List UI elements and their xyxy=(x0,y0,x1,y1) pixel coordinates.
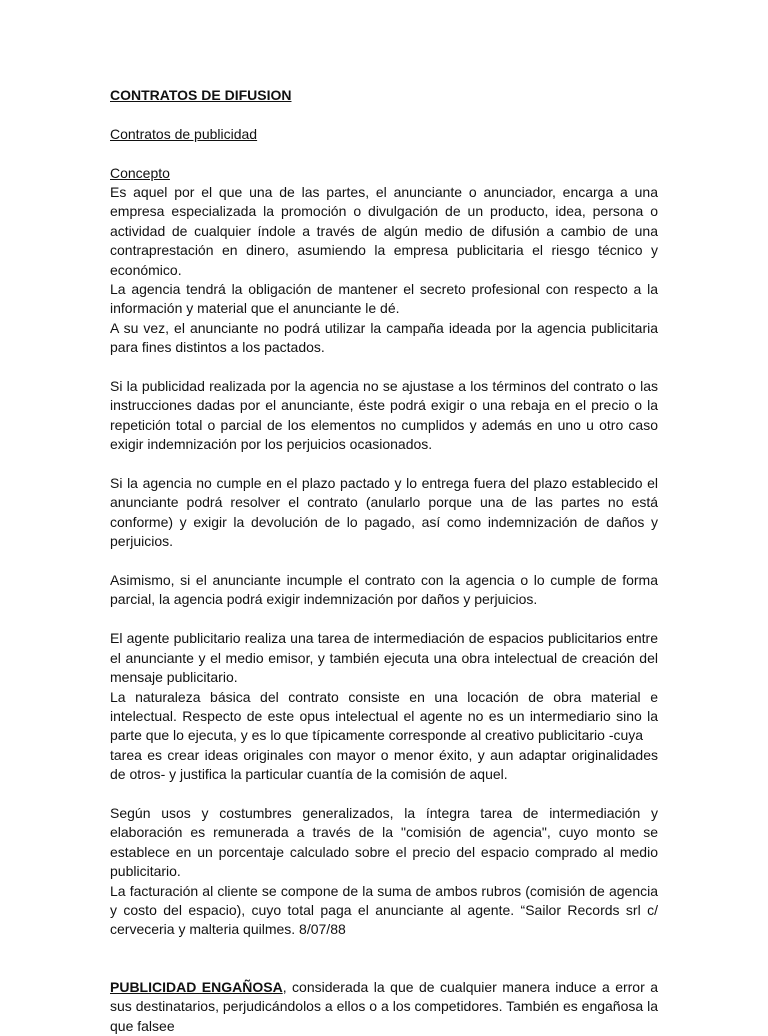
paragraph-agent-role: El agente publicitario realiza una tarea de intermediación de espacios publicitarios entre el anunciante y el medio emisor, y también ejecuta una obra intelectual de creación del mensaje publicitario. xyxy=(110,630,658,686)
paragraph-secrecy: La agencia tendrá la obligación de mantener el secreto profesional con respecto a la información y material que el anunciante le dé. xyxy=(110,281,658,317)
concept-heading: Concepto xyxy=(110,164,170,181)
paragraph-definition: Es aquel por el que una de las partes, el anunciante o anunciador, encarga a una empresa especializada la promoción o divulgación de un producto, idea, persona o actividad de cualquier índole a través de algún medio de difusión a cambio de una contraprestación en dinero, asumiendo la empresa publicitaria el riesgo técnico y económico. xyxy=(110,184,658,278)
paragraph-campaign-use: A su vez, el anunciante no podrá utilizar la campaña ideada por la agencia publicitaria para fines distintos a los pactados. xyxy=(110,319,658,356)
paragraph-contract-nature: La naturaleza básica del contrato consiste en una locación de obra material e intelectual. Respecto de este opus intelectual el agente no es un intermediario sino la parte que lo ejecuta, y es lo que típicamente corresponde al creativo publicitario -cuya xyxy=(110,688,658,744)
misleading-advertising-term: PUBLICIDAD ENGAÑOSA xyxy=(110,978,283,995)
paragraph-misleading-advertising xyxy=(110,978,658,1036)
document-body xyxy=(110,86,658,1036)
paragraph-advertiser-breach: Asimismo, si el anunciante incumple el contrato con la agencia o lo cumple de forma parcial, la agencia podrá exigir indemnización por daños y perjuicios. xyxy=(110,572,658,608)
document-title: CONTRATOS DE DIFUSION xyxy=(110,87,292,103)
misleading-advertising-text: , considerada la que de cualquier manera induce a error a sus destinatarios, perjudicándolos a ellos o a los competidores. También es engañosa la que falsee xyxy=(110,978,658,1034)
paragraph-nonconformity: Si la publicidad realizada por la agencia no se ajustase a los términos del contrato o las instrucciones dadas por el anunciante, éste podrá exigir o una rebaja en el precio o la repetición total o parcial de los elementos no cumplidos y además en uno u otro caso exigir indemnización por los perjuicios ocasionados. xyxy=(110,378,658,453)
paragraph-late-delivery: Si la agencia no cumple en el plazo pactado y lo entrega fuera del plazo establecido el anunciante podrá resolver el contrato (anularlo porque una de las partes no está conforme) y exigir la devolución de lo pagado, así como indemnización de daños y perjuicios. xyxy=(110,475,658,550)
paragraph-creative-task: tarea es crear ideas originales con mayor o menor éxito, y aun adaptar originalidades de otros- y justifica la particular cuantía de la comisión de aquel. xyxy=(110,746,658,783)
paragraph-agency-commission: Según usos y costumbres generalizados, la íntegra tarea de intermediación y elaboración es remunerada a través de la "comisión de agencia", cuyo monto se establece en un porcentaje calculado sobre el precio del espacio comprado al medio publicitario. xyxy=(110,804,658,880)
document-subtitle: Contratos de publicidad xyxy=(110,125,258,142)
paragraph-billing: La facturación al cliente se compone de la suma de ambos rubros (comisión de agencia y costo del espacio), cuyo total paga el anunciante al agente. “Sailor Records srl c/ cerveceria y malteria quilmes. 8/07/88 xyxy=(110,882,658,938)
